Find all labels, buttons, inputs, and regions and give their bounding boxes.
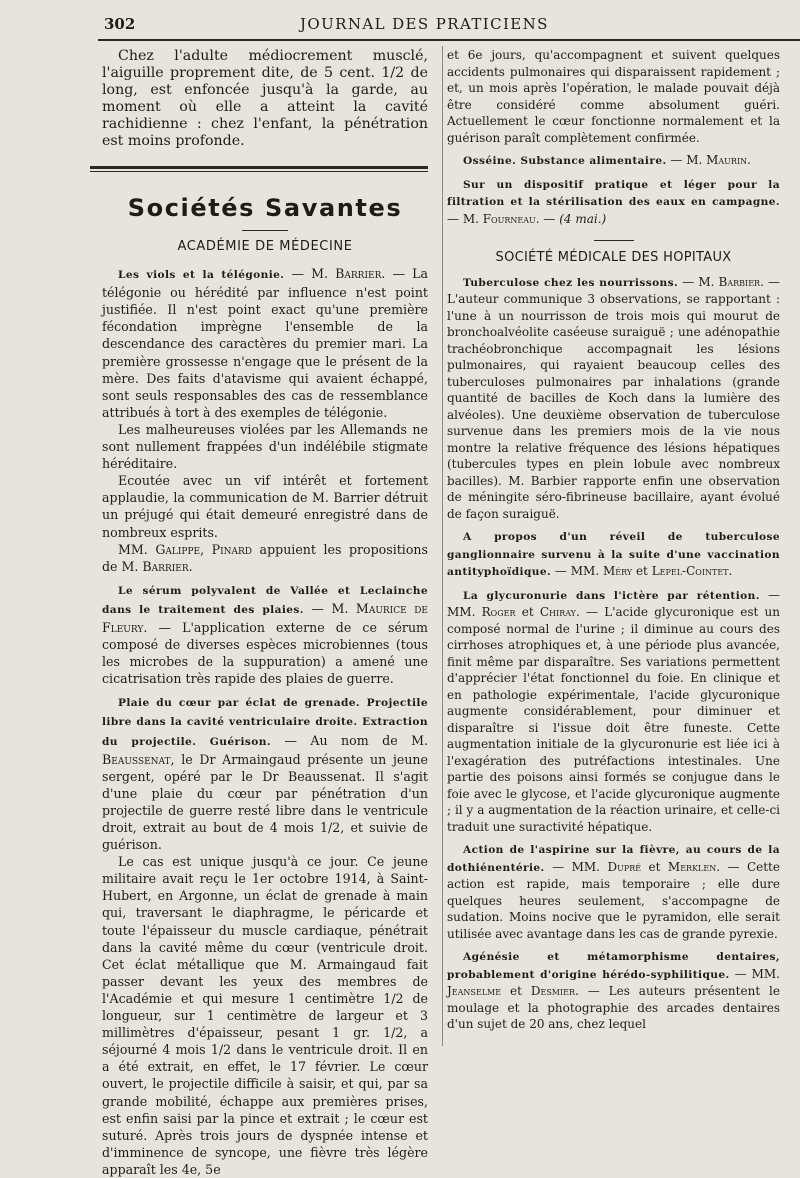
author-name: Barbier: [718, 274, 761, 289]
paragraph: Ecoutée avec un vif intérêt et fortement applaudie, la communication de M. Barrier détruit un préjugé qui était demeuré enregistré dans de nombreux esprits.: [102, 473, 428, 540]
article-reveil: [447, 528, 780, 581]
article-text: . — Cette action est rapide, mais temporaire ; elle dure quelques heures seulement, s'accompagne de sudation. Moins nocive que le pyramidon, elle serait utilisée avec avantage dans les cas de grande pyrexie.: [447, 859, 780, 941]
author-name: Roger: [481, 605, 516, 619]
article-title: Plaie du cœur par éclat de grenade. Projectile libre dans la cavité ventriculaire droite. Extraction du projectile. Guérison.: [102, 697, 428, 748]
author-name: Maurin: [706, 153, 748, 167]
text-run: et: [641, 859, 668, 874]
article-text: . — La télégonie ou hérédité par influence n'est point justifiée. Il n'est point exact qu'une première fécondation imprègne l'ensemble de la descendance des caractères du premier mari. La première grossesse n'engage que le présent de la mère. Des faits d'atavisme qui avaient échappé, sont seuls responsables des cas de ressemblance attribués à tort à des exemples de télégonie.: [102, 266, 428, 420]
author-name: Dupré: [607, 859, 642, 874]
article-aspirine: [447, 841, 780, 942]
article-title: Osséine. Substance alimentaire.: [463, 155, 667, 167]
society-title: SOCIÉTÉ MÉDICALE DES HOPITAUX: [495, 250, 732, 265]
article-text: . — L'auteur communique 3 observations, se rapportant : l'une à un nourrisson de trois mois qui mourut de bronchoalvéolite caséeuse suraiguë ; une adénopathie trachéobronchique accompagnait les lésions pulmonaires, qui rayaient beaucoup celles des tuberculoses pulmonaires par inhalations (grande quantité de bacilles de Koch dans la lumière des alvéoles). Une deuxième observation de tuberculose survenue dans les premiers mois de la vie nous montre la relative fréquence des lésions hépatiques (tubercules types en plein lobule avec nombreux bacilles). M. Barbier rapporte enfin une observation de méningite séro-fibrineuse bacillaire, ayant évolué de façon suraiguë.: [447, 274, 780, 521]
right-column: [447, 47, 780, 1033]
text-run: — MM.: [447, 587, 780, 619]
text-run: — M.: [666, 153, 707, 167]
section-rule: [90, 166, 428, 172]
author-name: Barrier: [335, 266, 382, 282]
text-run: MM.: [118, 541, 156, 557]
author-name: Chiray: [539, 605, 576, 619]
article-text: . — Les auteurs présentent le moulage et la photographie des arcades dentaires d'un sujet de 20 ans, chez lequel: [447, 984, 780, 1031]
academy-title: ACADÉMIE DE MÉDECINE: [177, 239, 353, 254]
text-run: et: [501, 984, 531, 998]
text-run: — M.: [678, 274, 719, 289]
article-title: Tuberculose chez les nourrissons.: [463, 276, 679, 289]
article-filtration: [447, 176, 780, 228]
article-plaie-coeur: [102, 693, 428, 853]
page-header: [0, 0, 800, 33]
text-run: et: [515, 605, 540, 619]
text-run: .: [747, 153, 751, 167]
header-rule: [98, 39, 800, 41]
section-rule: [594, 240, 634, 241]
column-divider: [442, 46, 443, 1046]
article-agenesie: [447, 948, 780, 1033]
text-run: — MM.: [544, 859, 608, 874]
article-title: La glycuronurie dans l'ictère par rétention.: [463, 589, 760, 602]
section-title: Sociétés Savantes: [127, 194, 403, 222]
article-osseine: [447, 152, 780, 170]
text-run: appuient les propositions de M.: [102, 541, 428, 574]
paragraph: Le cas est unique jusqu'à ce jour. Ce jeune militaire avait reçu le 1er octobre 1914, à Saint-Hubert, en Argonne, un éclat de grenade à main qui, traversant le diaphragme, le péricarde et toute l'épaisseur du muscle cardiaque, pénétrait dans la cavité même du cœur (ventricule droit. Cet éclat métallique que M. Armaingaud fait passer devant les yeux des membres de l'Académie et qui mesure 1 centimètre 1/2 de longueur, sur 1 centimètre de largeur et 3 millimètres d'épaisseur, pesant 1 gr. 1/2, a séjourné 4 mois 1/2 dans le ventricule droit. Il en a été extrait, en effet, le 17 février. Le cœur ouvert, le projectile difficile à saisir, et qui, par sa grande mobilité, échappe aux premières prises, est enfin saisi par la pince et extrait ; le cœur est suturé. Après trois jours de dyspnée intense et d'imminence de syncope, une fièvre très légère apparaît les 4e, 5e: [102, 854, 428, 1177]
article-title: A propos d'un réveil de tuberculose ganglionnaire survenu à la suite d'une vaccination antityphoïdique.: [447, 531, 780, 578]
article-serum: [102, 581, 428, 688]
continued-paragraph: et 6e jours, qu'accompagnent et suivent quelques accidents pulmonaires qui disparaissent rapidement ; et, un mois après l'opération, le malade pouvait déjà être considéré comme absolument guéri. Actuellement le cœur fonctionne normalement et la guérison paraît complètement confirmée.: [447, 48, 780, 145]
paragraph: [102, 541, 428, 575]
author-name: Fourneau: [482, 211, 536, 226]
author-name: Beaussenat: [102, 751, 171, 767]
intro-paragraph: Chez l'adulte médiocrement musclé, l'aiguille proprement dite, de 5 cent. 1/2 de long, est enfoncée jusqu'à la garde, au moment où elle a atteint la cavité rachidienne : chez l'enfant, la pénétration est moins profonde.: [102, 48, 428, 149]
author-name: Lepel-Cointet: [651, 564, 729, 578]
article-telegonie: [102, 265, 428, 421]
article-text: , le Dr Armaingaud présente un jeune sergent, opéré par le Dr Beaussenat. Il s'agit d'une plaie du cœur par pénétration d'un projectile de guerre resté libre dans le ventricule droit, extrait au bout de 4 mois 1/2, et suivie de guérison.: [102, 751, 428, 853]
text-run: — Au nom de M.: [270, 732, 428, 748]
article-glycuronurie: [447, 587, 780, 836]
author-name: Galippe, Pinard: [155, 541, 253, 557]
text-run: — M.: [303, 600, 356, 616]
author-name: Barrier: [142, 558, 189, 574]
author-name: Merklen: [667, 859, 717, 874]
text-run: et: [632, 564, 652, 578]
text-run: — M.: [447, 211, 483, 226]
article-text: . — L'application externe de ce sérum composé de diverses espèces microbiennes (tous les microbes de la suppuration) a amené une cicatrisation très rapide des plaies de guerre.: [102, 619, 428, 687]
author-name: Méry: [602, 564, 633, 578]
article-title: Les viols et la télégonie.: [118, 269, 285, 282]
author-name: Desmier: [530, 984, 576, 998]
title-rule: [242, 230, 288, 231]
text-run: — M.: [284, 266, 336, 282]
text-run: . —: [535, 211, 560, 226]
article-title: Action de l'aspirine sur la fièvre, au cours de la dothiénentérie.: [447, 844, 780, 874]
page-number: 302: [104, 15, 136, 33]
article-text: . — L'acide glycuronique est un composé normal de l'urine ; il diminue au cours des cirrhoses atrophiques et, à une période plus avancée, finit même par disparaître. Ses variations permettent d'apprécier l'état fonctionnel du foie. En clinique et en pathologie expérimentale, l'acide glycuronique augmente considérablement, pour diminuer et disparaître si l'issue doit être funeste. Cette augmentation initiale de la glycuronurie est liée ici à l'exagération des putréfactions intestinales. Une partie des poisons ainsi formés se conjugue dans le foie avec le glycose, et l'acide glycuronique augmente ; il y a augmentation de la réaction urinaire, et celle-ci traduit une suractivité hépatique.: [447, 605, 780, 834]
left-column: [102, 48, 428, 1178]
text-run: .: [188, 558, 193, 574]
text-run: .: [728, 564, 733, 578]
article-title: Le sérum polyvalent de Vallée et Leclainche dans le traitement des plaies.: [102, 584, 428, 616]
date-note: (4 mai.): [559, 211, 607, 226]
paragraph: Les malheureuses violées par les Allemands ne sont nullement frappées d'un indélébile stigmate héréditaire.: [102, 421, 428, 472]
journal-title: JOURNAL DES PRATICIENS: [300, 15, 549, 33]
author-name: Maurice de Fleury: [102, 600, 428, 635]
author-name: Jeanselme: [447, 984, 502, 998]
article-tuberculose: [447, 274, 780, 523]
text-run: — MM.: [551, 564, 603, 578]
article-title: Agénésie et métamorphisme dentaires, probablement d'origine hérédo-syphilitique.: [447, 951, 780, 981]
text-run: — MM.: [729, 966, 780, 981]
article-title: Sur un dispositif pratique et léger pour la filtration et la stérilisation des eaux en campagne.: [447, 178, 780, 208]
